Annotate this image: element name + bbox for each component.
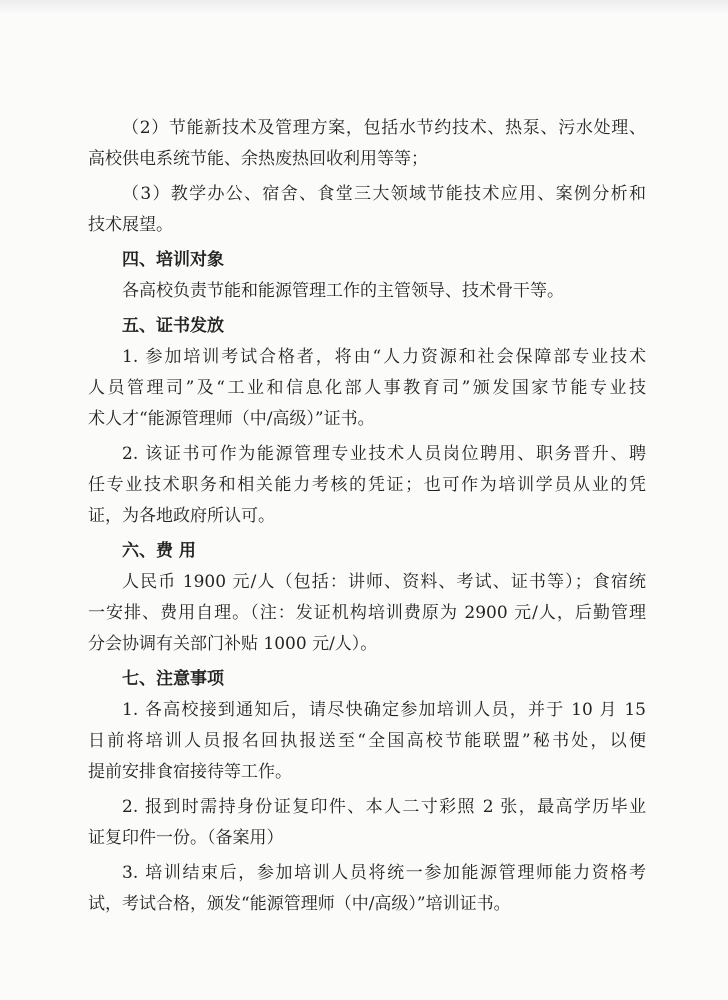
- text-line: 技术展望。: [88, 215, 173, 235]
- text-line: 任专业技术职务和相关能力考核的凭证；也可作为培训学员从业的凭: [88, 475, 646, 495]
- text-line: 2. 该证书可作为能源管理专业技术人员岗位聘用、职务晋升、聘: [122, 444, 646, 464]
- item-3-paragraph: [88, 179, 646, 241]
- document-body: [88, 113, 646, 920]
- text-line: 试，考试合格，颁发“能源管理师（中/高级）”培训证书。: [88, 894, 511, 914]
- section-7: [88, 664, 646, 920]
- text-line: 1. 参加培训考试合格者，将由“人力资源和社会保障部专业技术: [122, 347, 646, 367]
- text-line: （2）节能新技术及管理方案，包括水节约技术、热泵、污水处理、: [122, 118, 646, 138]
- text-line: 各高校负责节能和能源管理工作的主管领导、技术骨干等。: [122, 281, 564, 301]
- section-heading: 六、费 用: [122, 541, 196, 561]
- item-2-paragraph: [88, 113, 646, 175]
- text-line: 人民币 1900 元/人（包括：讲师、资料、考试、证书等）；食宿统: [122, 572, 646, 592]
- text-line: 2. 报到时需持身份证复印件、本人二寸彩照 2 张，最高学历毕业: [122, 797, 646, 817]
- section-heading: 四、培训对象: [122, 250, 224, 270]
- text-line: 提前安排食宿接待等工作。: [88, 762, 292, 782]
- section-4: [88, 245, 646, 307]
- text-line: 人员管理司”及“工业和信息化部人事教育司”颁发国家节能专业技: [88, 378, 646, 398]
- text-line: （3）教学办公、宿舍、食堂三大领域节能技术应用、案例分析和: [122, 184, 646, 204]
- text-line: 证复印件一份。（备案用）: [88, 828, 284, 848]
- section-6: [88, 536, 646, 660]
- text-line: 1. 各高校接到通知后，请尽快确定参加培训人员，并于 10 月 15: [122, 700, 646, 720]
- scan-edge: [0, 0, 728, 14]
- text-line: 分会协调有关部门补贴 1000 元/人）。: [88, 634, 378, 654]
- section-heading: 五、证书发放: [122, 316, 224, 336]
- section-heading: 七、注意事项: [122, 669, 224, 689]
- text-line: 一安排、费用自理。（注：发证机构培训费原为 2900 元/人，后勤管理: [88, 603, 646, 623]
- text-line: 证，为各地政府所认可。: [88, 506, 275, 526]
- text-line: 日前将培训人员报名回执报送至“全国高校节能联盟”秘书处，以便: [88, 731, 646, 751]
- text-line: 高校供电系统节能、余热废热回收利用等等；: [88, 149, 428, 169]
- text-line: 术人才“能源管理师（中/高级）”证书。: [88, 409, 375, 429]
- text-line: 3. 培训结束后，参加培训人员将统一参加能源管理师能力资格考: [122, 863, 646, 883]
- section-5: [88, 311, 646, 532]
